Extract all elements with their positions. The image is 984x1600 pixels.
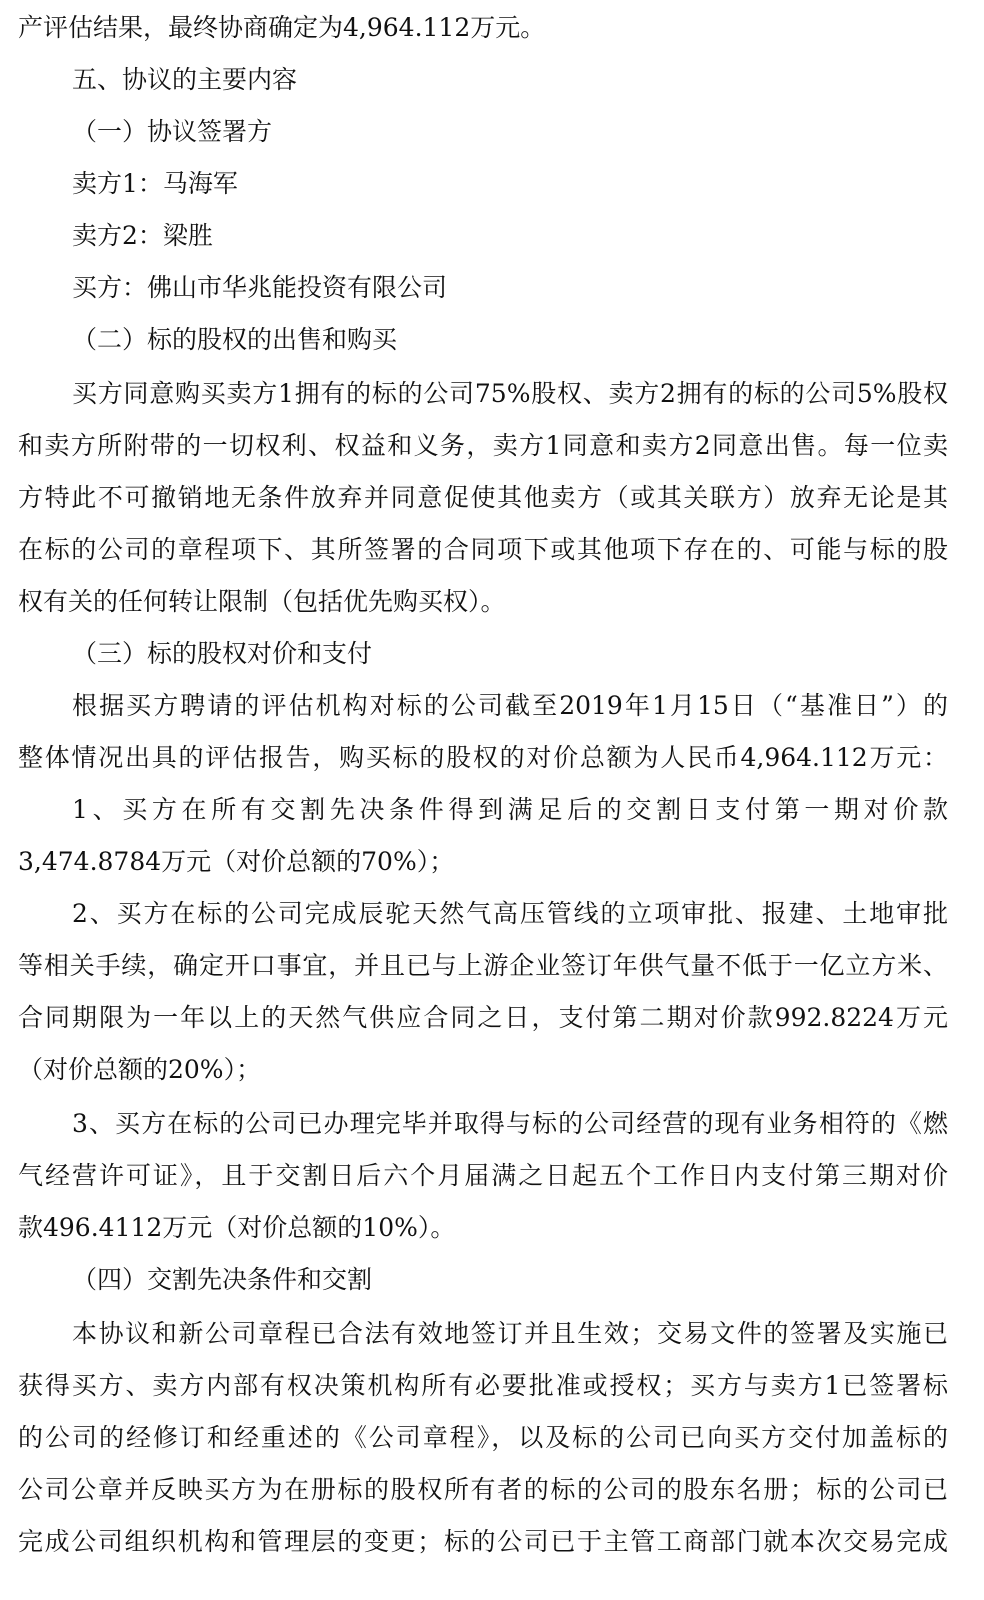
text-line: 和卖方所附带的一切权利、权益和义务，卖方1同意和卖方2同意出售。每一位卖 <box>18 431 948 460</box>
text-line: 方特此不可撤销地无条件放弃并同意促使其他卖方（或其关联方）放弃无论是其 <box>18 483 948 512</box>
subsection-heading: （三）标的股权对价和支付 <box>72 639 373 668</box>
subsection-heading: （四）交割先决条件和交割 <box>72 1265 373 1294</box>
text-line: 的公司的经修订和经重述的《公司章程》，以及标的公司已向买方交付加盖标的 <box>18 1423 948 1452</box>
text-line: 根据买方聘请的评估机构对标的公司截至2019年1月15日（“基准日”）的 <box>72 691 948 720</box>
text-line: 公司公章并反映买方为在册标的股权所有者的标的公司的股东名册；标的公司已 <box>18 1475 948 1504</box>
text-line: 权有关的任何转让限制（包括优先购买权）。 <box>18 587 506 616</box>
text-line: 1、买方在所有交割先决条件得到满足后的交割日支付第一期对价款 <box>72 795 948 824</box>
text-line: 卖方1：马海军 <box>72 169 238 198</box>
text-line: 整体情况出具的评估报告，购买标的股权的对价总额为人民币4,964.112万元： <box>18 743 948 772</box>
subsection-heading: （一）协议签署方 <box>72 117 273 146</box>
text-line: 等相关手续，确定开口事宜，并且已与上游企业签订年供气量不低于一亿立方米、 <box>18 951 948 980</box>
text-line: 2、买方在标的公司完成辰驼天然气高压管线的立项审批、报建、土地审批 <box>72 899 948 928</box>
text-line: 款496.4112万元（对价总额的10%）。 <box>18 1213 456 1242</box>
text-line: 合同期限为一年以上的天然气供应合同之日，支付第二期对价款992.8224万元 <box>18 1003 948 1032</box>
text-line: 买方：佛山市华兆能投资有限公司 <box>72 273 448 302</box>
text-line: 完成公司组织机构和管理层的变更；标的公司已于主管工商部门就本次交易完成 <box>18 1527 948 1556</box>
subsection-heading: （二）标的股权的出售和购买 <box>72 325 398 354</box>
text-line: 3,474.8784万元（对价总额的70%）； <box>18 847 455 876</box>
text-line: 产评估结果，最终协商确定为4,964.112万元。 <box>18 13 546 42</box>
text-line: 获得买方、卖方内部有权决策机构所有必要批准或授权；买方与卖方1已签署标 <box>18 1371 948 1400</box>
text-line: 3、买方在标的公司已办理完毕并取得与标的公司经营的现有业务相符的《燃 <box>72 1109 948 1138</box>
text-line: 本协议和新公司章程已合法有效地签订并且生效；交易文件的签署及实施已 <box>72 1319 948 1348</box>
text-line: 买方同意购买卖方1拥有的标的公司75%股权、卖方2拥有的标的公司5%股权 <box>72 379 948 408</box>
text-line: 气经营许可证》，且于交割日后六个月届满之日起五个工作日内支付第三期对价 <box>18 1161 948 1190</box>
section-heading: 五、协议的主要内容 <box>72 65 298 94</box>
text-line: （对价总额的20%）； <box>18 1055 262 1084</box>
text-line: 卖方2：梁胜 <box>72 221 213 250</box>
text-line: 在标的公司的章程项下、其所签署的合同项下或其他项下存在的、可能与标的股 <box>18 535 948 564</box>
